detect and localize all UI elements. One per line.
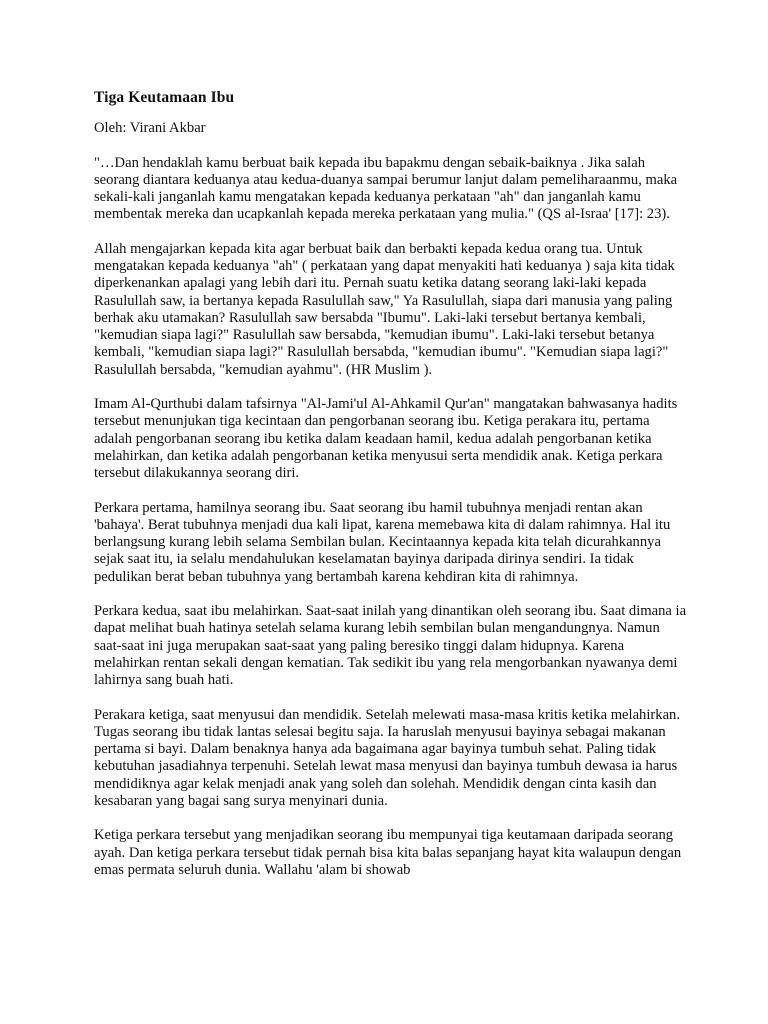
paragraph-quran-quote: "…Dan hendaklah kamu berbuat baik kepada ibu bapakmu dengan sebaik-baiknya . Jika salah seorang diantara keduanya atau kedua-duanya sampai berumur lanjut dalam pemeliharaanmu, maka sekali-kali janganlah kamu mengatakan kepada keduanya perkataan "ah" dan janganlah kamu membentak mereka dan ucapkanlah kepada mereka perkataan yang mulia." (QS al-Israa' [17]: 23). bbox=[94, 154, 678, 223]
document-author: Oleh: Virani Akbar bbox=[94, 120, 206, 136]
paragraph-hadith: Allah mengajarkan kepada kita agar berbuat baik dan berbakti kepada kedua orang tua. Untuk mengatakan kepada keduanya "ah" ( perkataan yang dapat menyakiti hati keduanya ) saja kita tidak diperkenankan apalagi yang lebih dari itu. Pernah suatu ketika datang seorang laki-laki kepada Rasulullah saw, ia bertanya kepada Rasulullah saw," Ya Rasulullah, siapa dari manusia yang paling berhak aku utamakan? Rasulullah saw bersabda "Ibumu". Laki-laki tersebut bertanya kembali, "kemudian siapa lagi?" Rasulullah saw bersabda, "kemudian ibumu". Laki-laki tersebut betanya kembali, "kemudian siapa lagi?" Rasulullah bersabda, "kemudian ibumu". "Kemudian siapa lagi?" Rasulullah bersabda, "kemudian ayahmu". (HR Muslim ). bbox=[94, 240, 675, 378]
paragraph-second-matter: Perkara kedua, saat ibu melahirkan. Saat-saat inilah yang dinantikan oleh seorang ibu. Saat dimana ia dapat melihat buah hatinya setelah selama kurang lebih sembilan bulan mengandungnya. Namun saat-saat ini juga merupakan saat-saat yang paling beresiko tinggi dalam hidupnya. Karena melahirkan rentan sekali dengan kematian. Tak sedikit ibu yang rela mengorbankan nyawanya demi lahirnya sang buah hati. bbox=[94, 603, 687, 689]
document-title: Tiga Keutamaan Ibu bbox=[94, 89, 235, 106]
paragraph-qurthubi: Imam Al-Qurthubi dalam tafsirnya "Al-Jami'ul Al-Ahkamil Qur'an" mangatakan bahwasanya hadits tersebut menunjukan tiga kecintaan dan pengorbanan seorang ibu. Ketiga perakara itu, pertama adalah pengorbanan seorang ibu ketika dalam keadaan hamil, kedua adalah pengorbanan ketika melahirkan, dan ketika adalah pengorbanan ketika menyusui serta mendidik anak. Ketiga perkara tersebut dilakukannya seorang diri. bbox=[94, 396, 678, 482]
paragraph-first-matter: Perkara pertama, hamilnya seorang ibu. Saat seorang ibu hamil tubuhnya menjadi rentan akan 'bahaya'. Berat tubuhnya menjadi dua kali lipat, karena memebawa kita di dalam rahimnya. Hal itu berlangsung kurang lebih selama Sembilan bulan. Kecintaannya kepada kita telah dicurahkannya sejak saat itu, ia selalu mendahulukan keselamatan bayinya daripada dirinya sendiri. Ia tidak pedulikan berat beban tubuhnya yang bertambah karena kehdiran kita di rahimnya. bbox=[94, 499, 671, 585]
paragraph-conclusion: Ketiga perkara tersebut yang menjadikan seorang ibu mempunyai tiga keutamaan daripada seorang ayah. Dan ketiga perkara tersebut tidak pernah bisa kita balas sepanjang hayat kita walaupun dengan emas permata seluruh dunia. Wallahu 'alam bi showab bbox=[94, 827, 682, 878]
paragraph-third-matter: Perakara ketiga, saat menyusui dan mendidik. Setelah melewati masa-masa kritis ketika melahirkan. Tugas seorang ibu tidak lantas selesai begitu saja. Ia haruslah menyusui bayinya sebagai makanan pertama si bayi. Dalam benaknya hanya ada bagaimana agar bayinya tumbuh sehat. Paling tidak kebutuhan jasadiahnya terpenuhi. Setelah lewat masa menyusi dan bayinya tumbuh dewasa ia harus mendidiknya agar kelak menjadi anak yang soleh dan solehah. Mendidik dengan cinta kasih dan kesabaran yang bagai sang surya menyinari dunia. bbox=[94, 706, 680, 809]
document-page bbox=[94, 88, 688, 896]
